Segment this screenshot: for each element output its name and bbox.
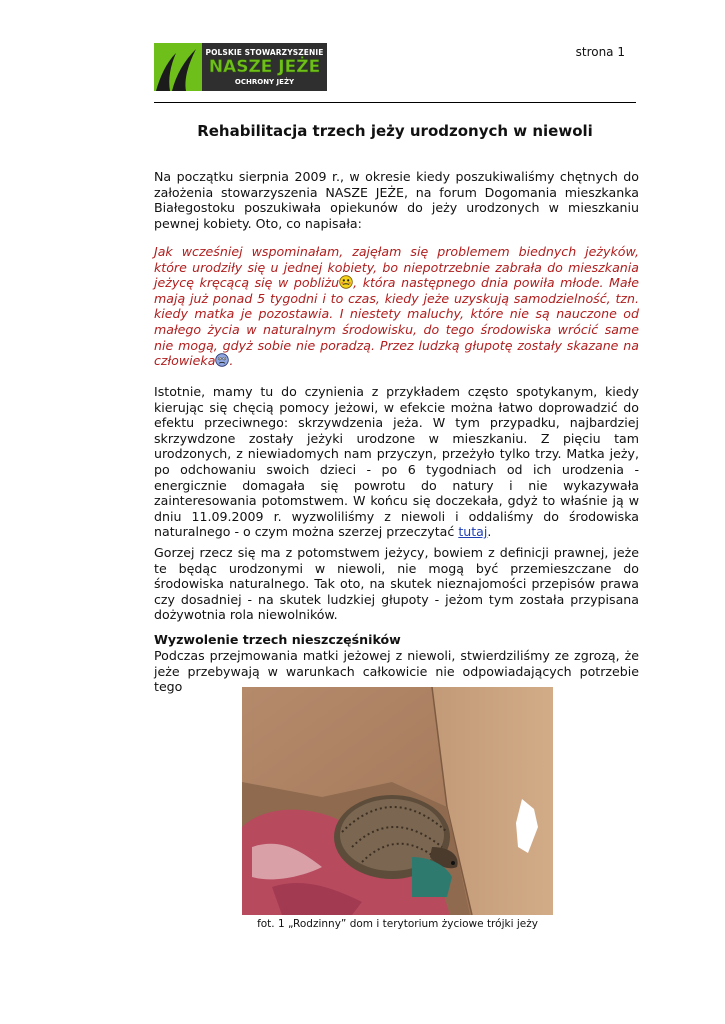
- sad-smiley-icon: [215, 353, 229, 367]
- paragraph-2: [154, 384, 639, 540]
- logo-line-1: POLSKIE STOWARZYSZENIE: [205, 47, 324, 57]
- paragraph-2-end: .: [487, 524, 492, 540]
- paragraph-2-text: Istotnie, mamy tu do czynienia z przykładem często spotykanym, kiedy kierując się chęcią pomocy jeżowi, w efekcie można łatwo doprowadzić do efektu przeciwnego: skrzywdzenia jeża. W tym przypadku, najbardziej skrzywdzone zostały jeżyki urodzone w mieszkaniu. Z pięciu tam urodzonych, z niewiadomych nam przyczyn, przeżyło tylko trzy. Matka jeży, po odchowaniu swoich dzieci - po 6 tygodniach od ich urodzenia - energicznie domagała się powrotu do natury i nie wykazywała zainteresowania potomstwem. W końcu się doczekała, gdyż to właśnie ją w dniu 11.09.2009 r. wyzwoliliśmy z niewoli i oddaliśmy do środowiska naturalnego - o czym można szerzej przeczytać: [154, 384, 639, 540]
- hedgehog-box-photo: [242, 687, 553, 915]
- logo-line-3: OCHRONY JEŻY: [234, 77, 295, 86]
- section-heading: Wyzwolenie trzech nieszczęśników: [154, 632, 401, 647]
- quote-text-3: .: [229, 353, 234, 369]
- logo-wordmark: [202, 43, 327, 91]
- grass-logo-icon: [154, 43, 202, 91]
- paragraph-4: Podczas przejmowania matki jeżowej z niewoli, stwierdziliśmy ze zgrozą, że jeże przebywają w warunkach całkowicie nie odpowiadających potrzebie tego: [154, 648, 639, 695]
- logo: [154, 43, 327, 91]
- forum-quote: [154, 244, 639, 369]
- paragraph-3: Gorzej rzecz się ma z potomstwem jeżycy, bowiem z definicji prawnej, jeże te będąc urodzonymi w niewoli, nie mogą być przemieszczane do środowiska naturalnego. Tak oto, na skutek nieznajomości przepisów prawa czy dosadniej - na skutek ludzkiej głupoty - jeżom tym została przypisana dożywotnia rola niewolników.: [154, 545, 639, 623]
- embarrassed-smiley-icon: [339, 275, 353, 289]
- page-title: Rehabilitacja trzech jeży urodzonych w niewoli: [197, 122, 593, 140]
- page-number: strona 1: [575, 45, 625, 59]
- quote-text-2: , która następnego dnia powiła młode. Małe mają już ponad 5 tygodni i to czas, kiedy jeże uzyskują samodzielność, tzn. kiedy matka je pozostawia. I niestety maluchy, które nie są nauczone od małego życia w naturalnym środowisku, do tego środowiska wrócić same nie mogą, gdyż sobie nie poradzą. Przez ludzką głupotę zostały skazane na człowieka: [154, 275, 639, 369]
- intro-paragraph: Na początku sierpnia 2009 r., w okresie kiedy poszukiwaliśmy chętnych do założenia stowarzyszenia NASZE JEŻE, na forum Dogomania mieszkanka Białegostoku poszukiwała opiekunów do jeży urodzonych w mieszkaniu pewnej kobiety. Oto, co napisała:: [154, 169, 639, 231]
- logo-line-2: NASZE JEŻE: [208, 56, 321, 77]
- read-more-link[interactable]: tutaj: [458, 524, 488, 540]
- photo-caption: fot. 1 „Rodzinny” dom i terytorium życiowe trójki jeży: [257, 918, 538, 930]
- quote-text-1: Jak wcześniej wspominałam, zajęłam się problemem biednych jeżyków, które urodziły się u jednej kobiety, bo niepotrzebnie zabrała do mieszkania jeżycę kręcącą się w pobliżu: [154, 244, 639, 291]
- header-divider: [154, 102, 636, 103]
